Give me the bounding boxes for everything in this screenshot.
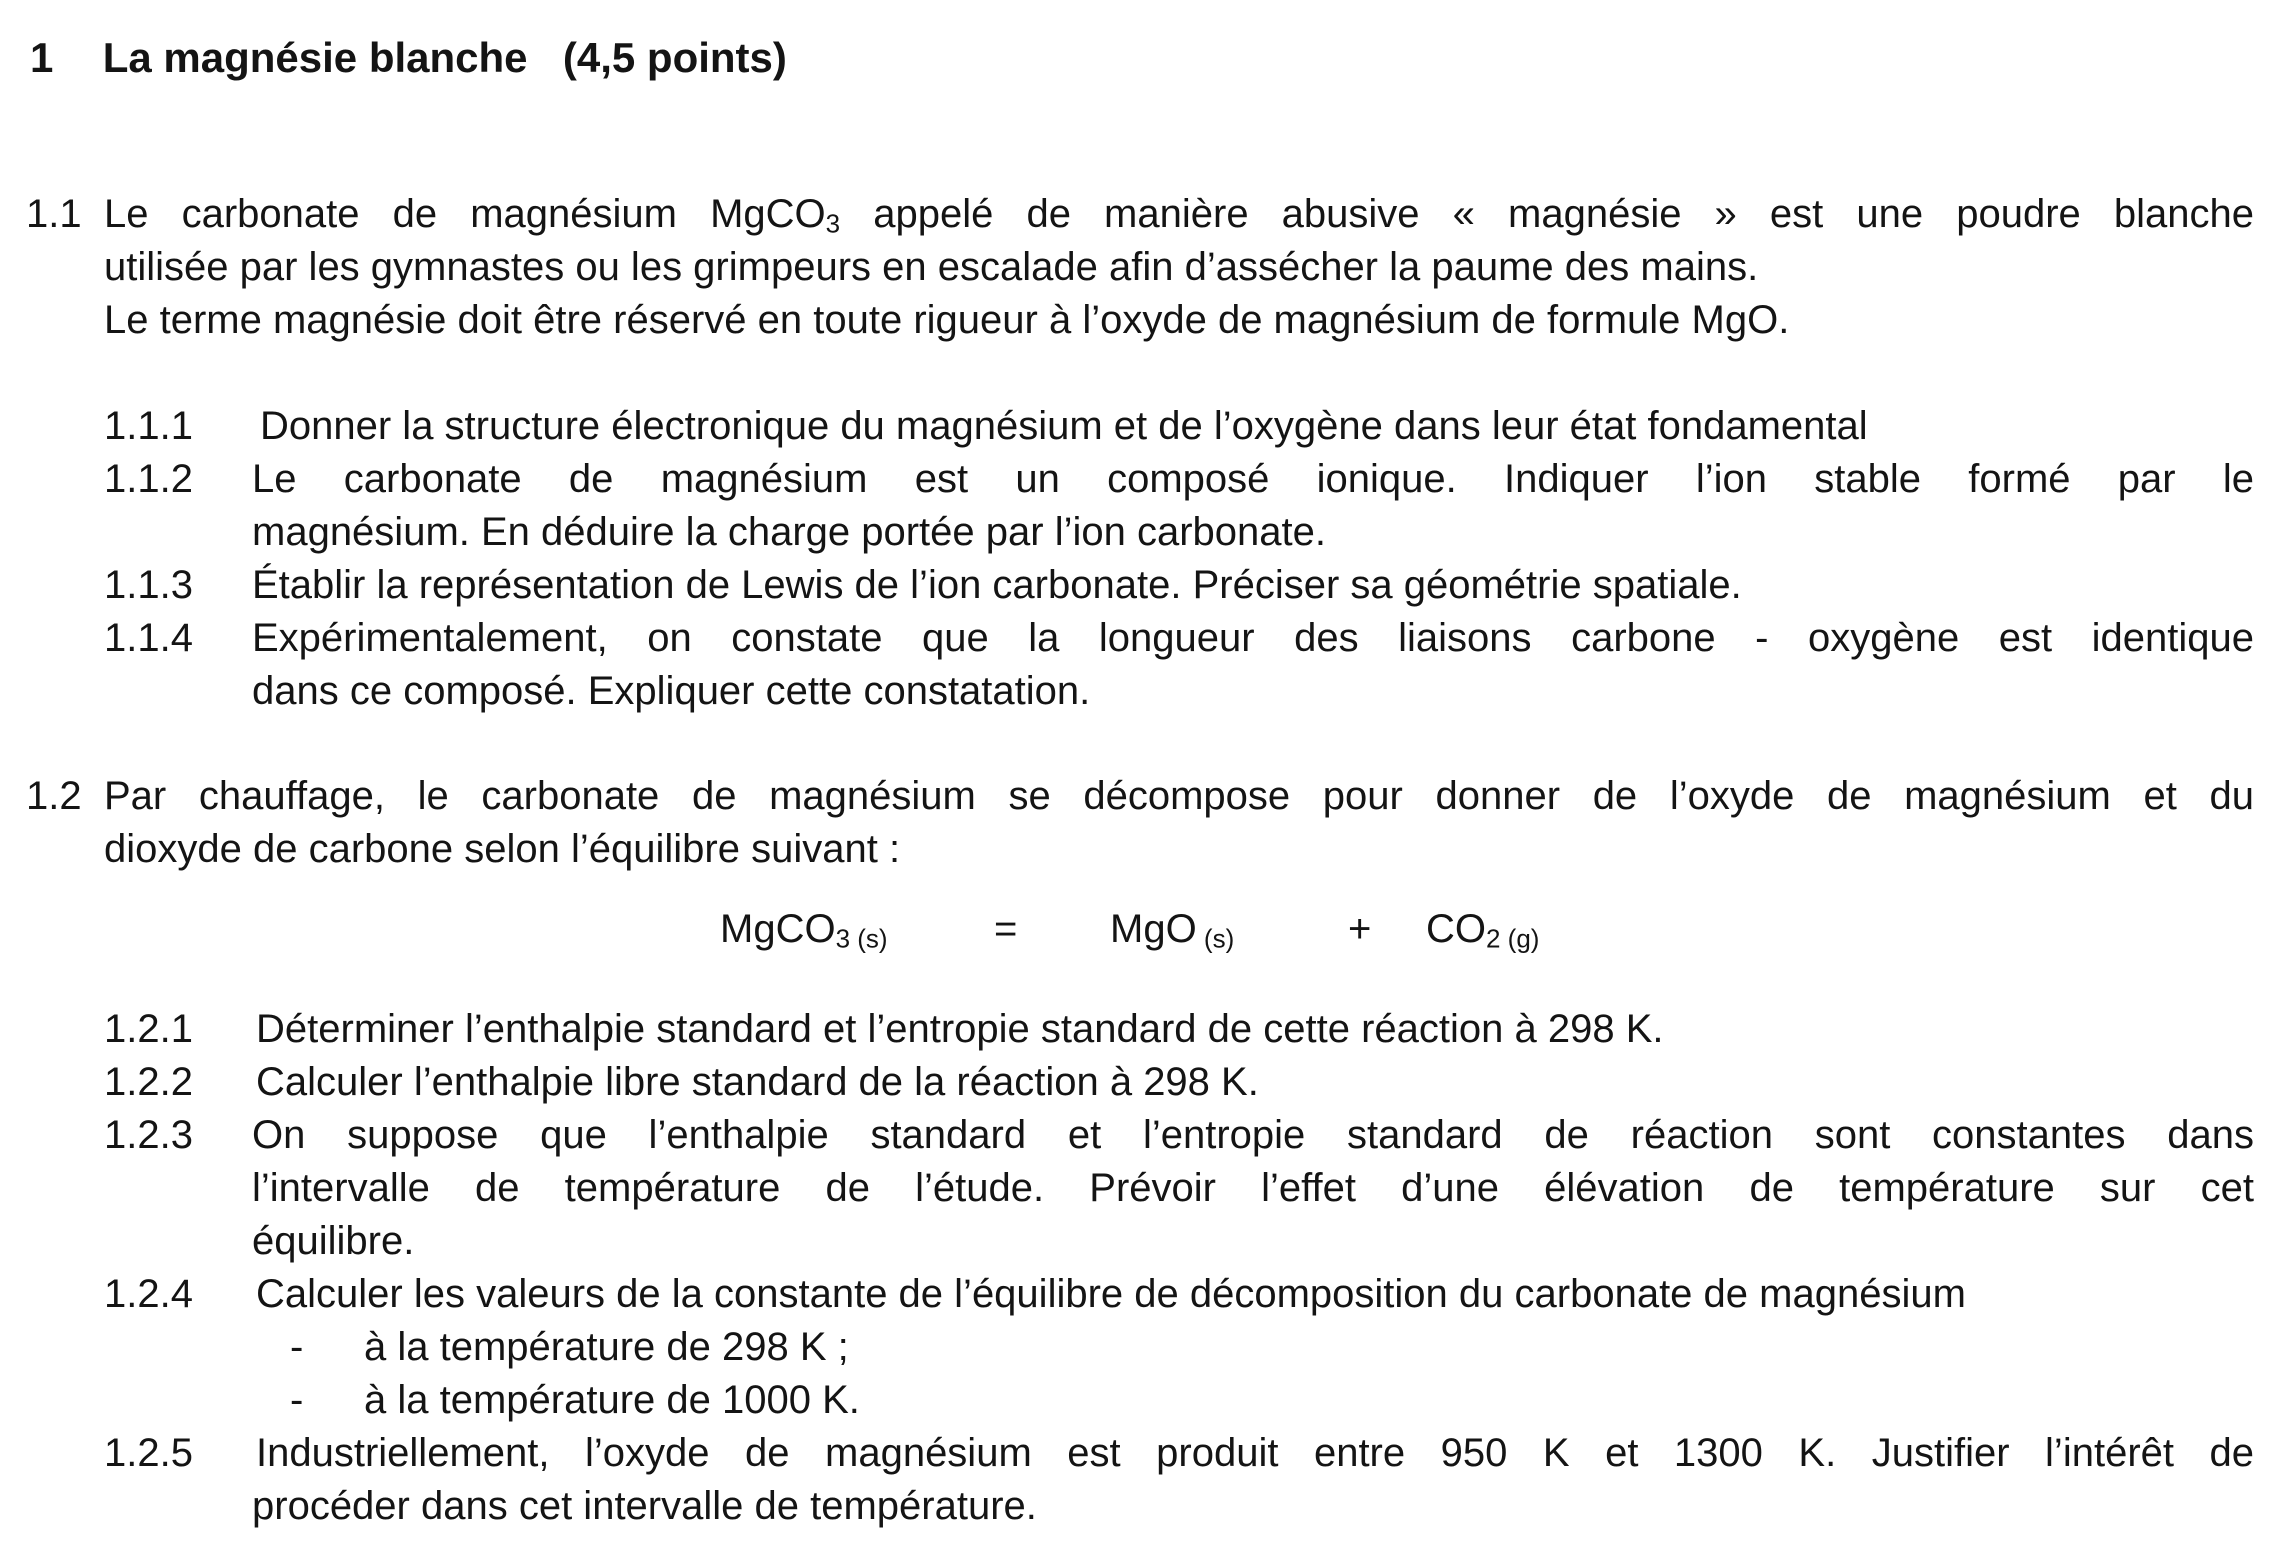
equation-plus: + <box>1348 907 1372 951</box>
text-run: appelé de manière abusive « magnésie » est une poudre blanche <box>840 192 2255 236</box>
question-number: 1.2.5 <box>104 1431 193 1475</box>
question-number: 1.1.2 <box>104 457 193 501</box>
formula: MgO <box>1110 907 1197 951</box>
subscript: 3 (s) <box>835 923 888 954</box>
equation-reactant <box>720 905 888 953</box>
formula: CO <box>1426 907 1486 951</box>
bullet-item: à la température de 1000 K. <box>364 1378 860 1422</box>
paragraph-1-1-line-2: utilisée par les gymnastes ou les grimpeurs en escalade afin d’assécher la paume des mains. <box>104 245 1759 289</box>
equation-product-2 <box>1426 905 1539 953</box>
section-title: La magnésie blanche <box>102 34 528 81</box>
question-1-1-4-line: dans ce composé. Expliquer cette constatation. <box>252 669 1091 713</box>
question-1-1-3-line: Établir la représentation de Lewis de l’ion carbonate. Préciser sa géométrie spatiale. <box>252 563 1742 607</box>
question-number: 1.2.1 <box>104 1007 193 1051</box>
paragraph-number-1-2: 1.2 <box>26 774 82 818</box>
section-points: (4,5 points) <box>562 34 787 81</box>
bullet-item: à la température de 298 K ; <box>364 1325 849 1369</box>
bullet-marker: - <box>290 1325 304 1369</box>
question-1-2-3-line: On suppose que l’enthalpie standard et l’entropie standard de réaction sont constantes dans <box>252 1113 2254 1157</box>
subscript: 2 (g) <box>1486 923 1540 954</box>
paragraph-1-2-line-2: dioxyde de carbone selon l’équilibre suivant : <box>104 827 901 871</box>
question-1-2-4-line: Calculer les valeurs de la constante de l’équilibre de décomposition du carbonate de magnésium <box>256 1272 1966 1316</box>
text-run: Le carbonate de magnésium MgCO <box>104 192 826 236</box>
question-number: 1.2.4 <box>104 1272 193 1316</box>
question-number: 1.1.1 <box>104 404 193 448</box>
chemical-equation <box>0 905 2272 955</box>
question-1-2-2-line: Calculer l’enthalpie libre standard de la réaction à 298 K. <box>256 1060 1259 1104</box>
subscript: (s) <box>1196 923 1235 954</box>
question-1-2-5-line: Industriellement, l’oxyde de magnésium est produit entre 950 K et 1300 K. Justifier l’intérêt de <box>256 1431 2254 1475</box>
question-number: 1.1.3 <box>104 563 193 607</box>
question-1-2-3-line: équilibre. <box>252 1219 415 1263</box>
section-number: 1 <box>30 34 54 81</box>
question-number: 1.2.2 <box>104 1060 193 1104</box>
question-1-2-1-line: Déterminer l’enthalpie standard et l’entropie standard de cette réaction à 298 K. <box>256 1007 1664 1051</box>
section-heading <box>30 34 787 82</box>
equation-equals: = <box>994 907 1018 951</box>
equation-product-1 <box>1110 905 1234 953</box>
bullet-marker: - <box>290 1378 304 1422</box>
question-1-1-2-line: Le carbonate de magnésium est un composé ionique. Indiquer l’ion stable formé par le <box>252 457 2254 501</box>
question-1-1-2-line: magnésium. En déduire la charge portée par l’ion carbonate. <box>252 510 1326 554</box>
question-number: 1.2.3 <box>104 1113 193 1157</box>
paragraph-1-1-line-3: Le terme magnésie doit être réservé en toute rigueur à l’oxyde de magnésium de formule MgO. <box>104 298 1790 342</box>
paragraph-number-1-1: 1.1 <box>26 192 82 236</box>
paragraph-1-2-line-1: Par chauffage, le carbonate de magnésium se décompose pour donner de l’oxyde de magnésium et du <box>104 774 2254 818</box>
question-number: 1.1.4 <box>104 616 193 660</box>
question-1-2-5-line: procéder dans cet intervalle de température. <box>252 1484 1037 1528</box>
subscript: 3 <box>825 208 841 239</box>
question-1-1-1-line: Donner la structure électronique du magnésium et de l’oxygène dans leur état fondamental <box>260 404 1868 448</box>
question-1-1-4-line: Expérimentalement, on constate que la longueur des liaisons carbone - oxygène est identique <box>252 616 2254 660</box>
paragraph-1-1-line-1 <box>104 190 2254 238</box>
formula: MgCO <box>720 907 836 951</box>
question-1-2-3-line: l’intervalle de température de l’étude. Prévoir l’effet d’une élévation de température sur cet <box>252 1166 2254 1210</box>
